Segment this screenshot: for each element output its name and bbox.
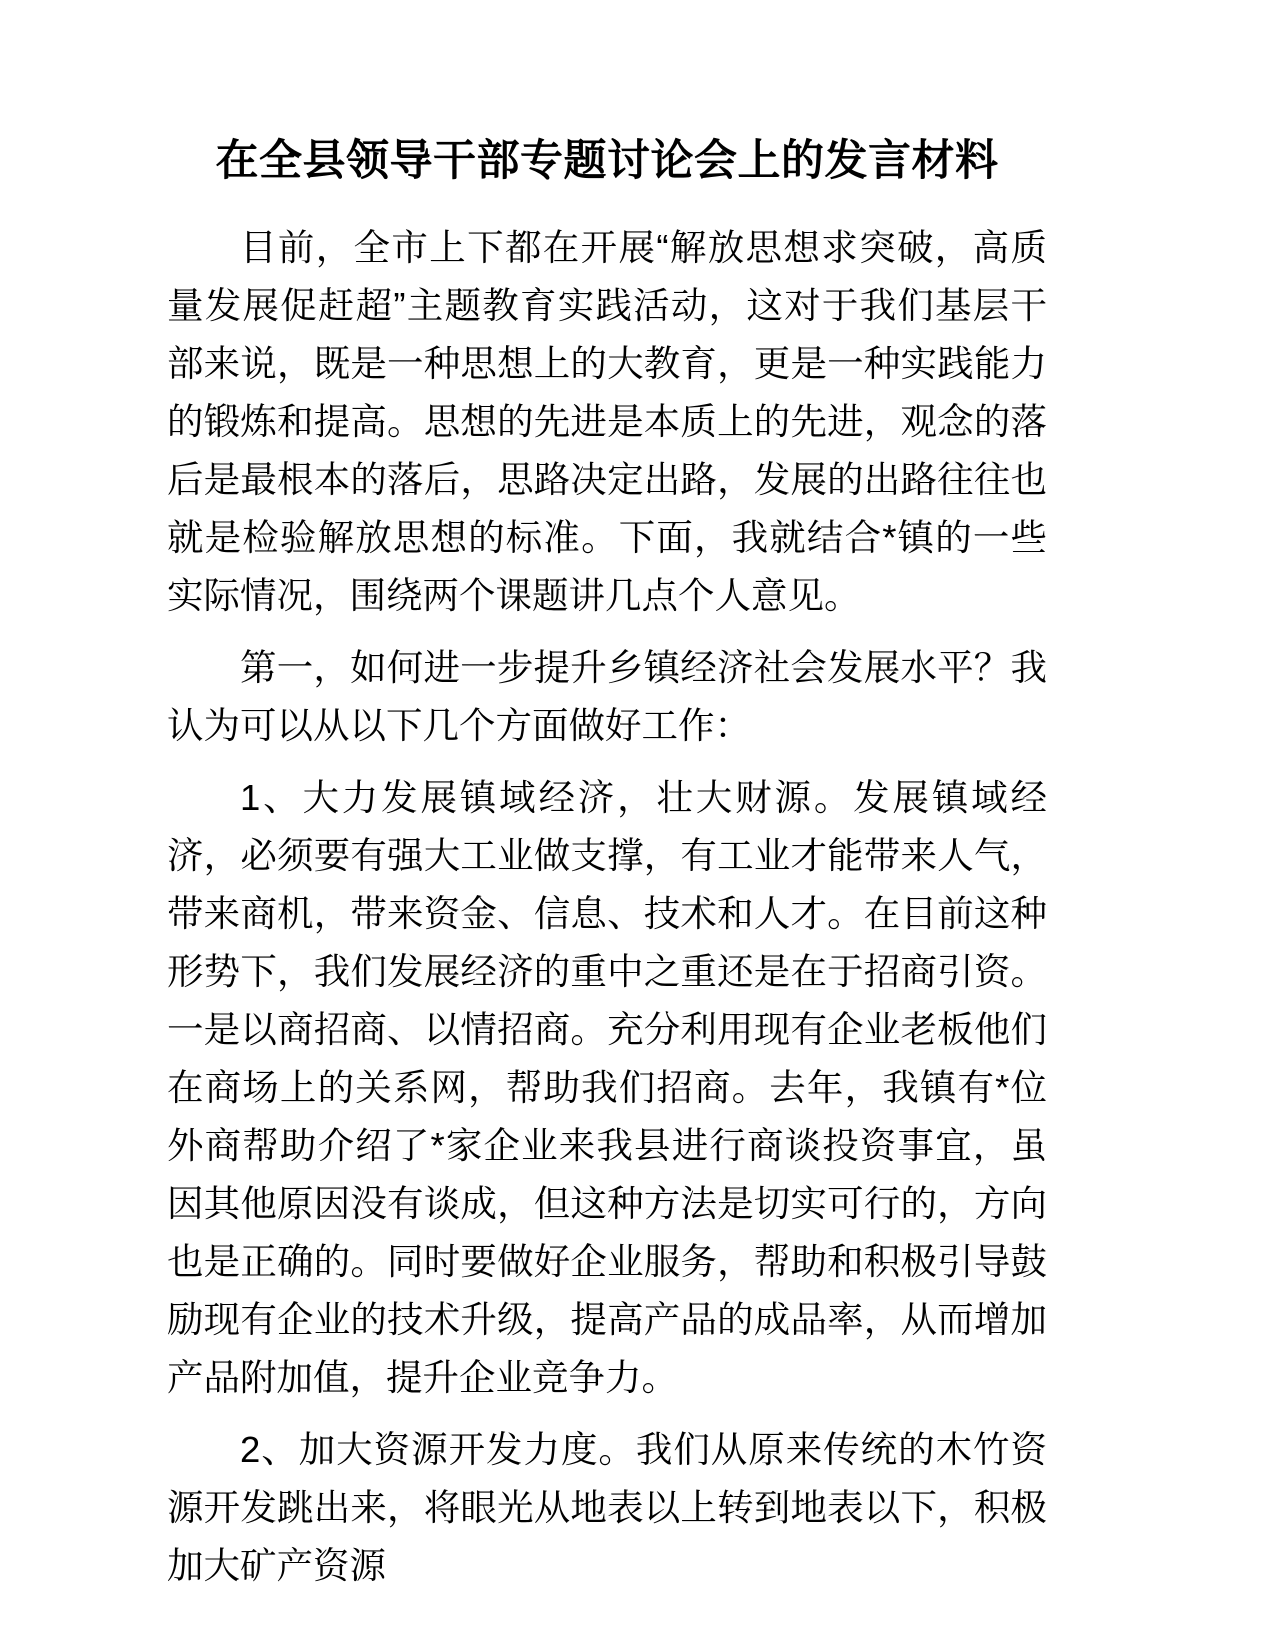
paragraph-item-2: 2、加大资源开发力度。我们从原来传统的木竹资源开发跳出来，将眼光从地表以上转到地表以下，积极加大矿产资源 [167, 1429, 1047, 1586]
paragraph-item-1: 1、大力发展镇域经济，壮大财源。发展镇域经济，必须要有强大工业做支撑，有工业才能带来人气，带来商机，带来资金、信息、技术和人才。在目前这种形势下，我们发展经济的重中之重还是在于招商引资。一是以商招商、以情招商。充分利用现有企业老板他们在商场上的关系网，帮助我们招商。去年，我镇有*位外商帮助介绍了*家企业来我县进行商谈投资事宜，虽因其他原因没有谈成，但这种方法是切实可行的，方向也是正确的。同时要做好企业服务，帮助和积极引导鼓励现有企业的技术升级，提高产品的成品率，从而增加产品附加值，提升企业竞争力。 [167, 777, 1047, 1398]
document-body [167, 219, 1047, 1595]
document-content [167, 0, 1047, 1595]
paragraph-intro: 目前，全市上下都在开展“解放思想求突破，高质量发展促赶超”主题教育实践活动，这对于我们基层干部来说，既是一种思想上的大教育，更是一种实践能力的锻炼和提高。思想的先进是本质上的先进，观念的落后是最根本的落后，思路决定出路，发展的出路往往也就是检验解放思想的标准。下面，我就结合*镇的一些实际情况，围绕两个课题讲几点个人意见。 [167, 227, 1047, 616]
page-title: 在全县领导干部专题讨论会上的发言材料 [215, 137, 999, 185]
paragraph-section-one: 第一，如何进一步提升乡镇经济社会发展水平？我认为可以从以下几个方面做好工作： [167, 647, 1047, 746]
